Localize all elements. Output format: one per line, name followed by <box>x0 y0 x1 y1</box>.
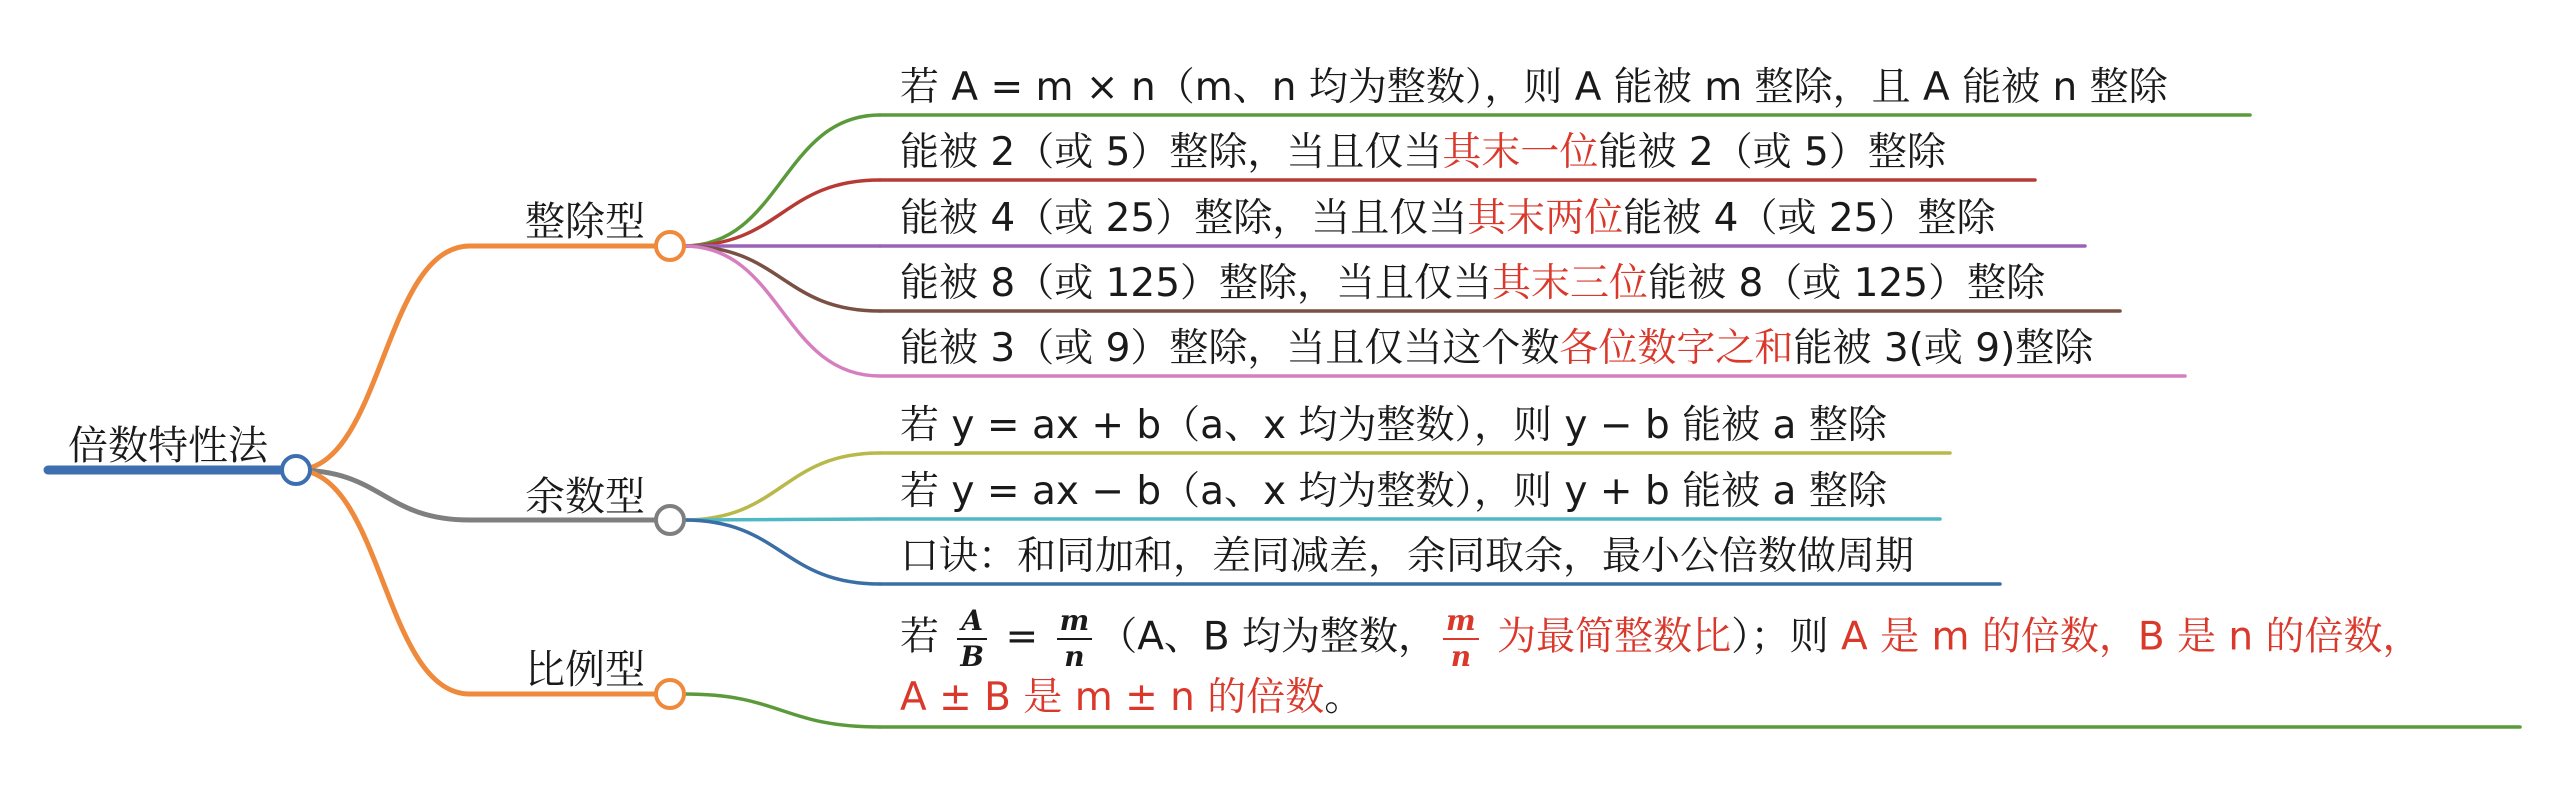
item-ratio-0-text: （A、B 均为整数， <box>1098 614 1438 660</box>
item-ratio-0-highlight: 为最简整数比 <box>1484 614 1732 660</box>
item-divisible-3-text: 能被 8（或 125）整除，当且仅当 <box>900 261 1493 306</box>
item-divisible-4-highlight: 各位数字之和 <box>1559 326 1794 371</box>
item-label-divisible-3[interactable] <box>900 261 2046 306</box>
connector-ratio-item-0 <box>684 694 880 727</box>
connector-root-to-ratio <box>296 470 470 694</box>
item-divisible-0-text: 若 A = m × n（m、n 均为整数），则 A 能被 m 整除，且 A 能被 n 整除 <box>900 65 2168 110</box>
item-remainder-0-text: 若 y = ax + b（a、x 均为整数），则 y − b 能被 a 整除 <box>900 403 1887 448</box>
connector-remainder-item-0 <box>684 453 880 520</box>
item-label-divisible-1[interactable] <box>900 130 1946 175</box>
item-ratio-0-fraction <box>1057 604 1093 673</box>
item-label-remainder-0[interactable] <box>900 403 1887 448</box>
item-label-divisible-4[interactable] <box>900 326 2094 371</box>
item-label-ratio-0-line2[interactable] <box>900 675 1364 720</box>
fraction-numerator: m <box>1443 607 1479 640</box>
item-ratio-0-highlight: A 是 m 的倍数，B 是 n 的倍数， <box>1841 614 2422 660</box>
item-remainder-2-text: 口诀：和同加和，差同减差，余同取余，最小公倍数做周期 <box>900 534 1915 579</box>
connector-root-to-divisible <box>296 246 470 470</box>
connector-divisible-item-4 <box>684 246 880 376</box>
fraction-denominator: n <box>1450 640 1472 673</box>
fraction-denominator: n <box>1064 640 1085 673</box>
category-label-ratio[interactable]: 比例型 <box>525 647 645 693</box>
item-ratio-0-fraction <box>957 604 987 673</box>
item-label-divisible-2[interactable] <box>900 196 1996 241</box>
category-label-remainder[interactable]: 余数型 <box>525 474 645 520</box>
item-ratio-0-text: = <box>993 614 1051 660</box>
root-node-label[interactable]: 倍数特性法 <box>68 423 268 469</box>
item-ratio-0-text: 若 <box>900 614 952 660</box>
connector-remainder-item-2 <box>684 520 880 584</box>
item-ratio-0-highlight: A ± B 是 m ± n 的倍数 <box>900 675 1325 720</box>
item-label-ratio-0-line1[interactable] <box>900 604 2422 673</box>
connector-divisible-item-1 <box>684 180 880 246</box>
item-divisible-4-text: 能被 3（或 9）整除，当且仅当这个数 <box>900 326 1560 371</box>
item-divisible-2-text: 能被 4（或 25）整除，当且仅当 <box>900 196 1468 241</box>
root-node-circle[interactable] <box>282 456 310 484</box>
category-node-circle-ratio[interactable] <box>656 680 684 708</box>
item-label-divisible-0[interactable] <box>900 65 2168 110</box>
connector-remainder-item-1 <box>684 519 880 520</box>
item-remainder-1-text: 若 y = ax − b（a、x 均为整数），则 y + b 能被 a 整除 <box>900 469 1887 514</box>
item-divisible-1-text: 能被 2（或 5）整除 <box>1598 130 1946 175</box>
category-node-circle-divisible[interactable] <box>656 232 684 260</box>
item-divisible-1-highlight: 其末一位 <box>1442 130 1599 175</box>
fraction-numerator: m <box>1057 607 1093 640</box>
item-ratio-0-text: 。 <box>1324 675 1364 720</box>
category-label-divisible[interactable]: 整除型 <box>525 199 645 245</box>
category-node-circle-remainder[interactable] <box>656 506 684 534</box>
fraction-denominator: B <box>960 640 985 673</box>
item-divisible-2-text: 能被 4（或 25）整除 <box>1623 196 1996 241</box>
item-ratio-0-text: ）；则 <box>1731 614 1841 660</box>
item-ratio-0-fraction <box>1443 604 1479 673</box>
item-divisible-3-highlight: 其末三位 <box>1492 261 1649 306</box>
item-divisible-1-text: 能被 2（或 5）整除，当且仅当 <box>900 130 1443 175</box>
fraction-numerator: A <box>957 607 987 640</box>
item-divisible-4-text: 能被 3(或 9)整除 <box>1793 326 2094 371</box>
item-divisible-3-text: 能被 8（或 125）整除 <box>1648 261 2046 306</box>
item-divisible-2-highlight: 其末两位 <box>1467 196 1624 241</box>
connector-divisible-item-3 <box>684 246 880 311</box>
item-label-remainder-1[interactable] <box>900 469 1887 514</box>
item-label-remainder-2[interactable] <box>900 534 1915 579</box>
connector-divisible-item-0 <box>684 115 880 246</box>
